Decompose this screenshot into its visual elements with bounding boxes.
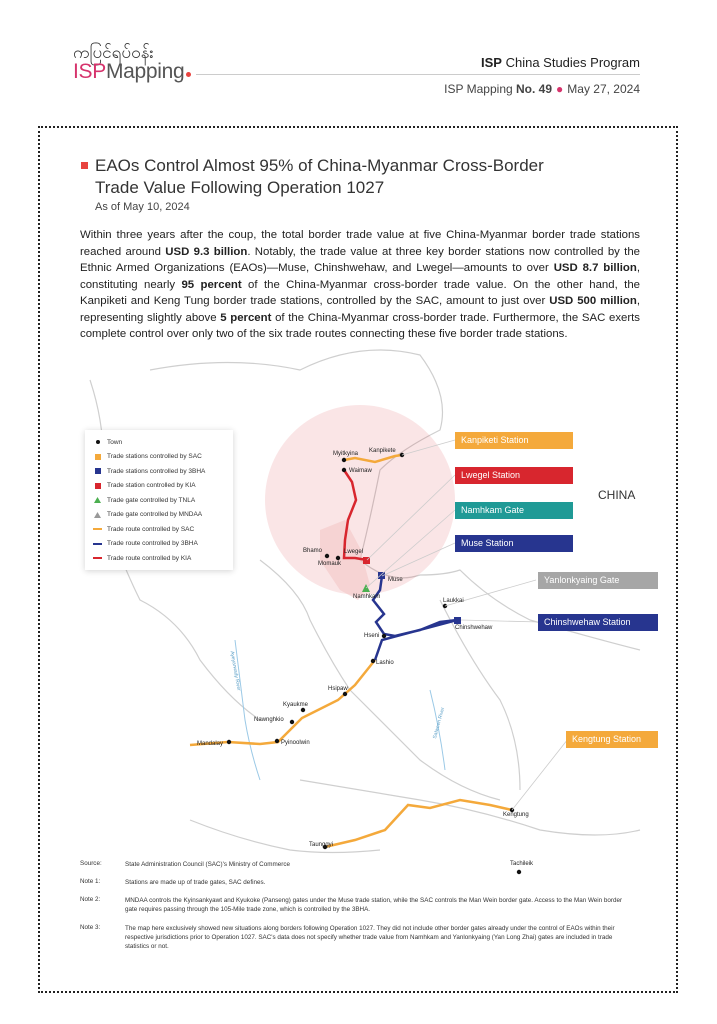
note-text: The map here exclusively showed new situations along borders following Operation 1027. They did not include other border gates already under the control of EAOs within their respective jurisdictions prior to Operation 1027. SAC's data does not specify whether trade value from Namhkam and Yanlonkyaing (Yan Long Zhai) gates are included in trade statistics or not. [125, 925, 615, 950]
town-kanpikete: Kanpikete [369, 448, 396, 454]
town-muse: Muse [388, 577, 403, 583]
town-taunggyi: Taunggyi [309, 842, 334, 848]
body-highlight: USD 8.7 billion [553, 262, 637, 274]
note-text: Stations are made up of trade gates, SAC defines. [125, 879, 266, 886]
legend-item [93, 467, 205, 475]
legend-label: Trade route controlled by SAC [107, 525, 195, 533]
town-nawnghkio: Nawnghkio [254, 717, 284, 723]
body-text: , representing slightly above [80, 295, 640, 324]
legend-label: Trade stations controlled by 3BHA [107, 467, 206, 475]
town-pyinoolwin: Pyinoolwin [281, 740, 310, 746]
legend-item [93, 525, 194, 533]
issue-date: May 27, 2024 [567, 82, 640, 96]
legend-label: Trade gate controlled by TNLA [107, 496, 196, 504]
town-lashio: Lashio [376, 660, 394, 666]
logo-mapping: Mapping [105, 60, 185, 83]
label-muse-station: Muse Station [455, 535, 573, 552]
legend-square-icon [93, 453, 102, 461]
town-mandalay: Mandalay [197, 741, 224, 747]
river-lines [235, 640, 445, 780]
body-text: . Notably, the trade value at three key border stations now controlled by the Ethnic Armed Organizations (EAOs)—Muse, Chinshwehaw, and Lwegel—amounts to over [80, 245, 641, 274]
body-highlight: USD 500 million [549, 295, 637, 307]
issue-prefix: ISP Mapping [444, 82, 513, 96]
town-namhkam: Namhkam [353, 594, 381, 600]
legend-label: Trade gate controlled by MNDAA [107, 511, 203, 518]
note-text: MNDAA controls the Kyinsankyawt and Kyukoke (Panseng) gates under the Muse trade station, while the SAC controls the Man Wein border gate. Access to the Man Wein border gate requires passing through the 105-Mile trade zone, which is controlled by the 3BHA. [125, 897, 623, 913]
legend-label: Trade route controlled by KIA [107, 554, 192, 562]
legend-label: Town [107, 438, 123, 446]
page-title: EAOs Control Almost 95% of China-Myanmar Cross-Border Trade Value Following Operation 1027 [95, 156, 544, 197]
legend-item [93, 438, 122, 446]
legend-item [93, 511, 202, 519]
town-lwegel: Lwegel [344, 549, 364, 555]
legend-line-icon [93, 540, 102, 548]
note-key: Note 1: [80, 878, 101, 885]
as-of-date: As of May 10, 2024 [95, 201, 190, 213]
town-momauk: Momauk [318, 561, 342, 567]
body-highlight: 95 percent [181, 278, 242, 291]
note-text: State Administration Council (SAC)'s Ministry of Commerce [125, 861, 290, 868]
issue-number: No. 49 [516, 82, 553, 96]
legend-label: Trade route controlled by 3BHA [107, 540, 198, 547]
label-kanpiketi-station: Kanpiketi Station [455, 432, 573, 449]
legend-line-icon [93, 554, 102, 562]
program-bold: ISP [481, 55, 502, 70]
town-laukkai: Laukkai [443, 598, 464, 604]
river-ayeyarwady-label: Ayeyarwady River [228, 650, 242, 692]
body-highlight: 5 percent [220, 311, 272, 324]
map-legend [85, 430, 233, 570]
legend-triangle-icon [93, 511, 102, 519]
legend-item [93, 540, 198, 548]
route-sac-kengtung [325, 800, 512, 847]
legend-square-icon [93, 467, 102, 475]
legend-label: Trade station controlled by KIA [107, 482, 196, 489]
body-text: Within three years after the coup, the total border trade value at five China-Myanmar border trade stations reached around [80, 229, 640, 258]
town-hseni: Hseni [364, 633, 380, 639]
note-key: Note 2: [80, 896, 101, 903]
legend-square-icon [93, 482, 102, 490]
town-hsipaw: Hsipaw [328, 686, 348, 692]
body-text: of the China-Myanmar cross-border trade. Furthermore, the SAC exerts complete control over only two of the six trade routes connecting these five border trade stations. [80, 311, 641, 340]
body-highlight: USD 9.3 billion [165, 245, 248, 258]
label-lwegel-station: Lwegel Station [455, 467, 573, 484]
legend-item [93, 482, 196, 490]
river-salween-label: Salween River [432, 706, 447, 740]
town-kyaukme: Kyaukme [283, 702, 309, 708]
body-text: , constituting nearly [80, 262, 641, 291]
legend-item [93, 496, 195, 504]
town-waimaw: Waimaw [349, 468, 372, 474]
label-yanlonkyaing-gate: Yanlonkyaing Gate [538, 572, 658, 589]
legend-item [93, 453, 202, 461]
label-kengtung-station: Kengtung Station [566, 731, 658, 748]
country-label-china: CHINA [598, 488, 636, 502]
program-rest: China Studies Program [505, 55, 640, 70]
town-chinshwehaw: Chinshwehaw [455, 625, 493, 631]
legend-triangle-icon [93, 496, 102, 504]
town-tachileik: Tachileik [510, 861, 534, 867]
label-chinshwehaw-station: Chinshwehaw Station [538, 614, 658, 631]
legend-item [93, 554, 191, 562]
town-kengtung: Kengtung [503, 812, 529, 818]
legend-line-icon [93, 525, 102, 533]
body-text: of the China-Myanmar cross-border trade value. On the other hand, the Kanpiketi and Keng Tung border trade stations, controlled by the SAC, amount to just over [80, 278, 640, 307]
note-key: Source: [80, 860, 102, 867]
label-namhkam-gate: Namhkam Gate [455, 502, 573, 519]
legend-label: Trade stations controlled by SAC [107, 453, 202, 460]
legend-dot-icon [93, 438, 102, 446]
logo-isp: ISP [73, 60, 106, 83]
town-myitkyina: Myitkyina [333, 451, 359, 457]
chinshwehaw-station-marker [454, 617, 461, 624]
burmese-logo-text: ကပြင်ရပ်ဝန်း [73, 43, 154, 62]
town-bhamo: Bhamo [303, 548, 323, 554]
note-key: Note 3: [80, 924, 101, 931]
issue-separator: ● [556, 82, 564, 96]
